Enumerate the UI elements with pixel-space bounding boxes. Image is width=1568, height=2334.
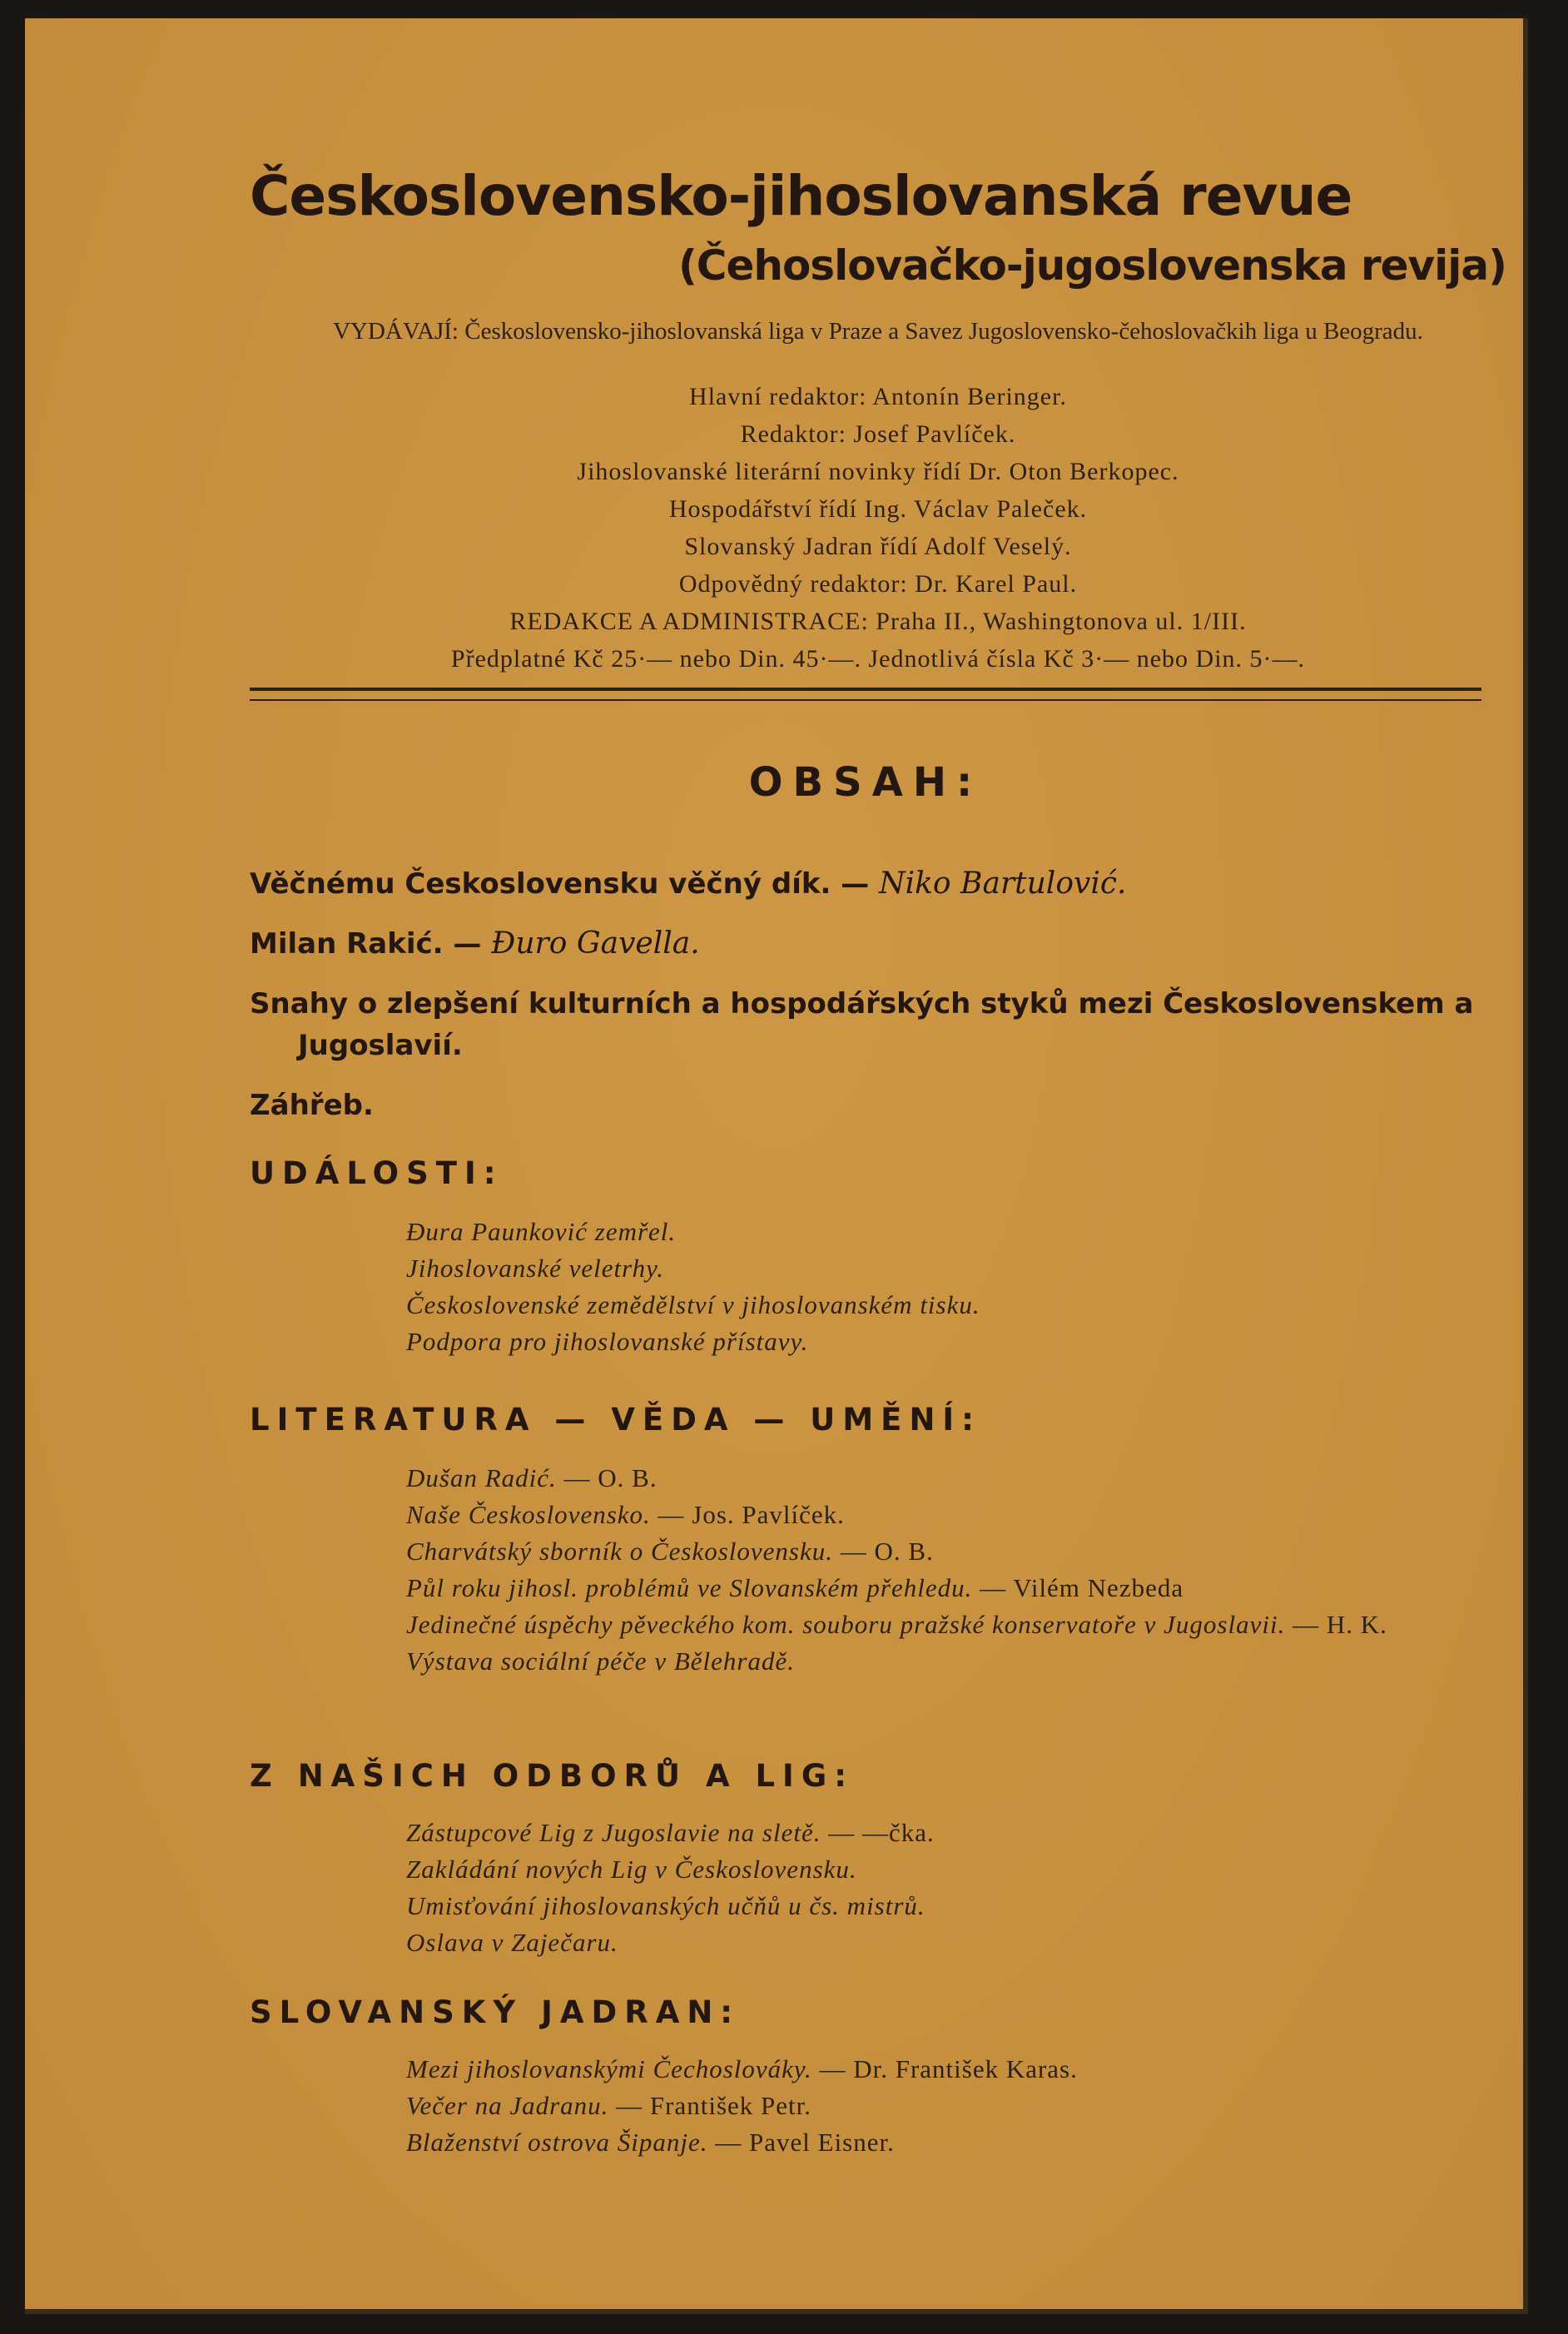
item-title: Podpora pro jihoslovanské přístavy. xyxy=(406,1327,809,1356)
imprint-line: Hlavní redaktor: Antonín Beringer. xyxy=(689,383,1067,410)
contents-entry xyxy=(250,1085,1506,1126)
list-item xyxy=(406,1606,1513,1643)
item-title: Večer na Jadranu. xyxy=(406,2091,609,2120)
item-author: — O. B. xyxy=(832,1537,934,1566)
imprint-block xyxy=(250,378,1506,678)
imprint-line: Odpovědný redaktor: Dr. Karel Paul. xyxy=(678,570,1078,598)
entry-author: Niko Bartulović. xyxy=(879,867,1127,901)
list-item xyxy=(406,1851,1513,1888)
list-item xyxy=(406,1533,1513,1570)
imprint-line: Slovanský Jadran řídí Adolf Veselý. xyxy=(684,533,1072,560)
item-title: Blaženství ostrova Šipanje. xyxy=(406,2128,708,2157)
entry-separator: — xyxy=(831,867,880,901)
entry-title: Milan Rakić. xyxy=(250,927,444,961)
item-title: Zástupcové Lig z Jugoslavie na sletě. xyxy=(406,1818,821,1847)
contents-entry xyxy=(250,923,1506,965)
entry-title: Snahy o zlepšení kulturních a hospodářských styků mezi Československem a Jugoslavií. xyxy=(250,987,1474,1062)
item-title: Umisťování jihoslovanských učňů u čs. mistrů. xyxy=(406,1891,925,1920)
imprint-line: Předplatné Kč 25·— nebo Din. 45·—. Jednotlivá čísla Kč 3·— nebo Din. 5·—. xyxy=(450,645,1306,673)
double-rule-divider xyxy=(250,688,1481,701)
section-heading-jadran: SLOVANSKÝ JADRAN: xyxy=(250,1994,741,2030)
item-author: — —čka. xyxy=(821,1818,935,1847)
item-author: — H. K. xyxy=(1285,1610,1387,1639)
item-title: Zakládání nových Lig v Československu. xyxy=(406,1855,857,1884)
item-author: — František Petr. xyxy=(608,2091,812,2120)
imprint-line: Redaktor: Josef Pavlíček. xyxy=(740,420,1016,448)
section-list-literatura xyxy=(406,1460,1513,1680)
item-title: Dušan Radić. xyxy=(406,1463,557,1492)
publishers-line: VYDÁVAJÍ: Československo-jihoslovanská liga v Praze a Savez Jugoslovensko-čehoslovačkih liga u Beogradu. xyxy=(333,318,1423,345)
item-author: — Jos. Pavlíček. xyxy=(650,1500,845,1529)
imprint-line: Jihoslovanské literární novinky řídí Dr. Oton Berkopec. xyxy=(577,458,1179,485)
entry-title: Věčnému Československu věčný dík. xyxy=(250,867,831,901)
list-item xyxy=(406,1250,1513,1287)
list-item xyxy=(406,2051,1513,2088)
list-item xyxy=(406,1460,1513,1497)
journal-title: Československo-jihoslovanská revue xyxy=(250,164,1352,228)
magazine-cover-page xyxy=(25,18,1528,2314)
item-title: Půl roku jihosl. problémů ve Slovanském přehledu. xyxy=(406,1573,973,1602)
item-title: Jihoslovanské veletrhy. xyxy=(406,1254,664,1283)
item-title: Đura Paunković zemřel. xyxy=(406,1217,677,1246)
list-item xyxy=(406,1815,1513,1851)
main-contents-list xyxy=(250,863,1506,1145)
imprint-line: REDAKCE A ADMINISTRACE: Praha II., Washingtonova ul. 1/III. xyxy=(509,608,1247,635)
list-item xyxy=(406,1323,1513,1360)
list-item xyxy=(406,1570,1513,1606)
item-title: Charvátský sborník o Československu. xyxy=(406,1537,833,1566)
list-item xyxy=(406,1924,1513,1961)
section-heading-udalosti: UDÁLOSTI: xyxy=(250,1155,504,1191)
section-heading-odboru: Z NAŠICH ODBORŮ A LIG: xyxy=(250,1758,854,1794)
contents-entry xyxy=(250,863,1506,905)
item-author: — O. B. xyxy=(556,1463,657,1492)
item-title: Jedinečné úspěchy pěveckého kom. souboru pražské konservatoře v Jugoslavii. xyxy=(406,1610,1286,1639)
list-item xyxy=(406,1497,1513,1533)
contents-heading: OBSAH: xyxy=(748,759,983,806)
item-author: — Dr. František Karas. xyxy=(811,2054,1078,2083)
list-item xyxy=(406,1643,1513,1680)
section-list-jadran xyxy=(406,2051,1513,2161)
imprint-line: Hospodářství řídí Ing. Václav Paleček. xyxy=(668,495,1088,523)
item-title: Československé zemědělství v jihoslovanském tisku. xyxy=(406,1290,980,1319)
journal-subtitle: (Čehoslovačko-jugoslovenska revija) xyxy=(677,241,1506,290)
entry-title: Záhřeb. xyxy=(250,1089,374,1122)
section-list-udalosti xyxy=(406,1214,1513,1360)
section-heading-literatura: LITERATURA — VĚDA — UMĚNÍ: xyxy=(250,1402,981,1438)
list-item xyxy=(406,1287,1513,1323)
entry-separator: — xyxy=(443,927,492,961)
item-author: — Pavel Eisner. xyxy=(707,2128,895,2157)
list-item xyxy=(406,1888,1513,1924)
item-author: — Vilém Nezbeda xyxy=(972,1573,1184,1602)
item-title: Mezi jihoslovanskými Čechoslováky. xyxy=(406,2054,812,2083)
contents-entry xyxy=(250,983,1506,1066)
item-title: Výstava sociální péče v Bělehradě. xyxy=(406,1646,795,1676)
item-title: Naše Československo. xyxy=(406,1500,651,1529)
section-list-odboru xyxy=(406,1815,1513,1961)
list-item xyxy=(406,2088,1513,2124)
list-item xyxy=(406,2124,1513,2161)
list-item xyxy=(406,1214,1513,1250)
item-title: Oslava v Zaječaru. xyxy=(406,1928,618,1957)
entry-author: Đuro Gavella. xyxy=(491,926,700,961)
